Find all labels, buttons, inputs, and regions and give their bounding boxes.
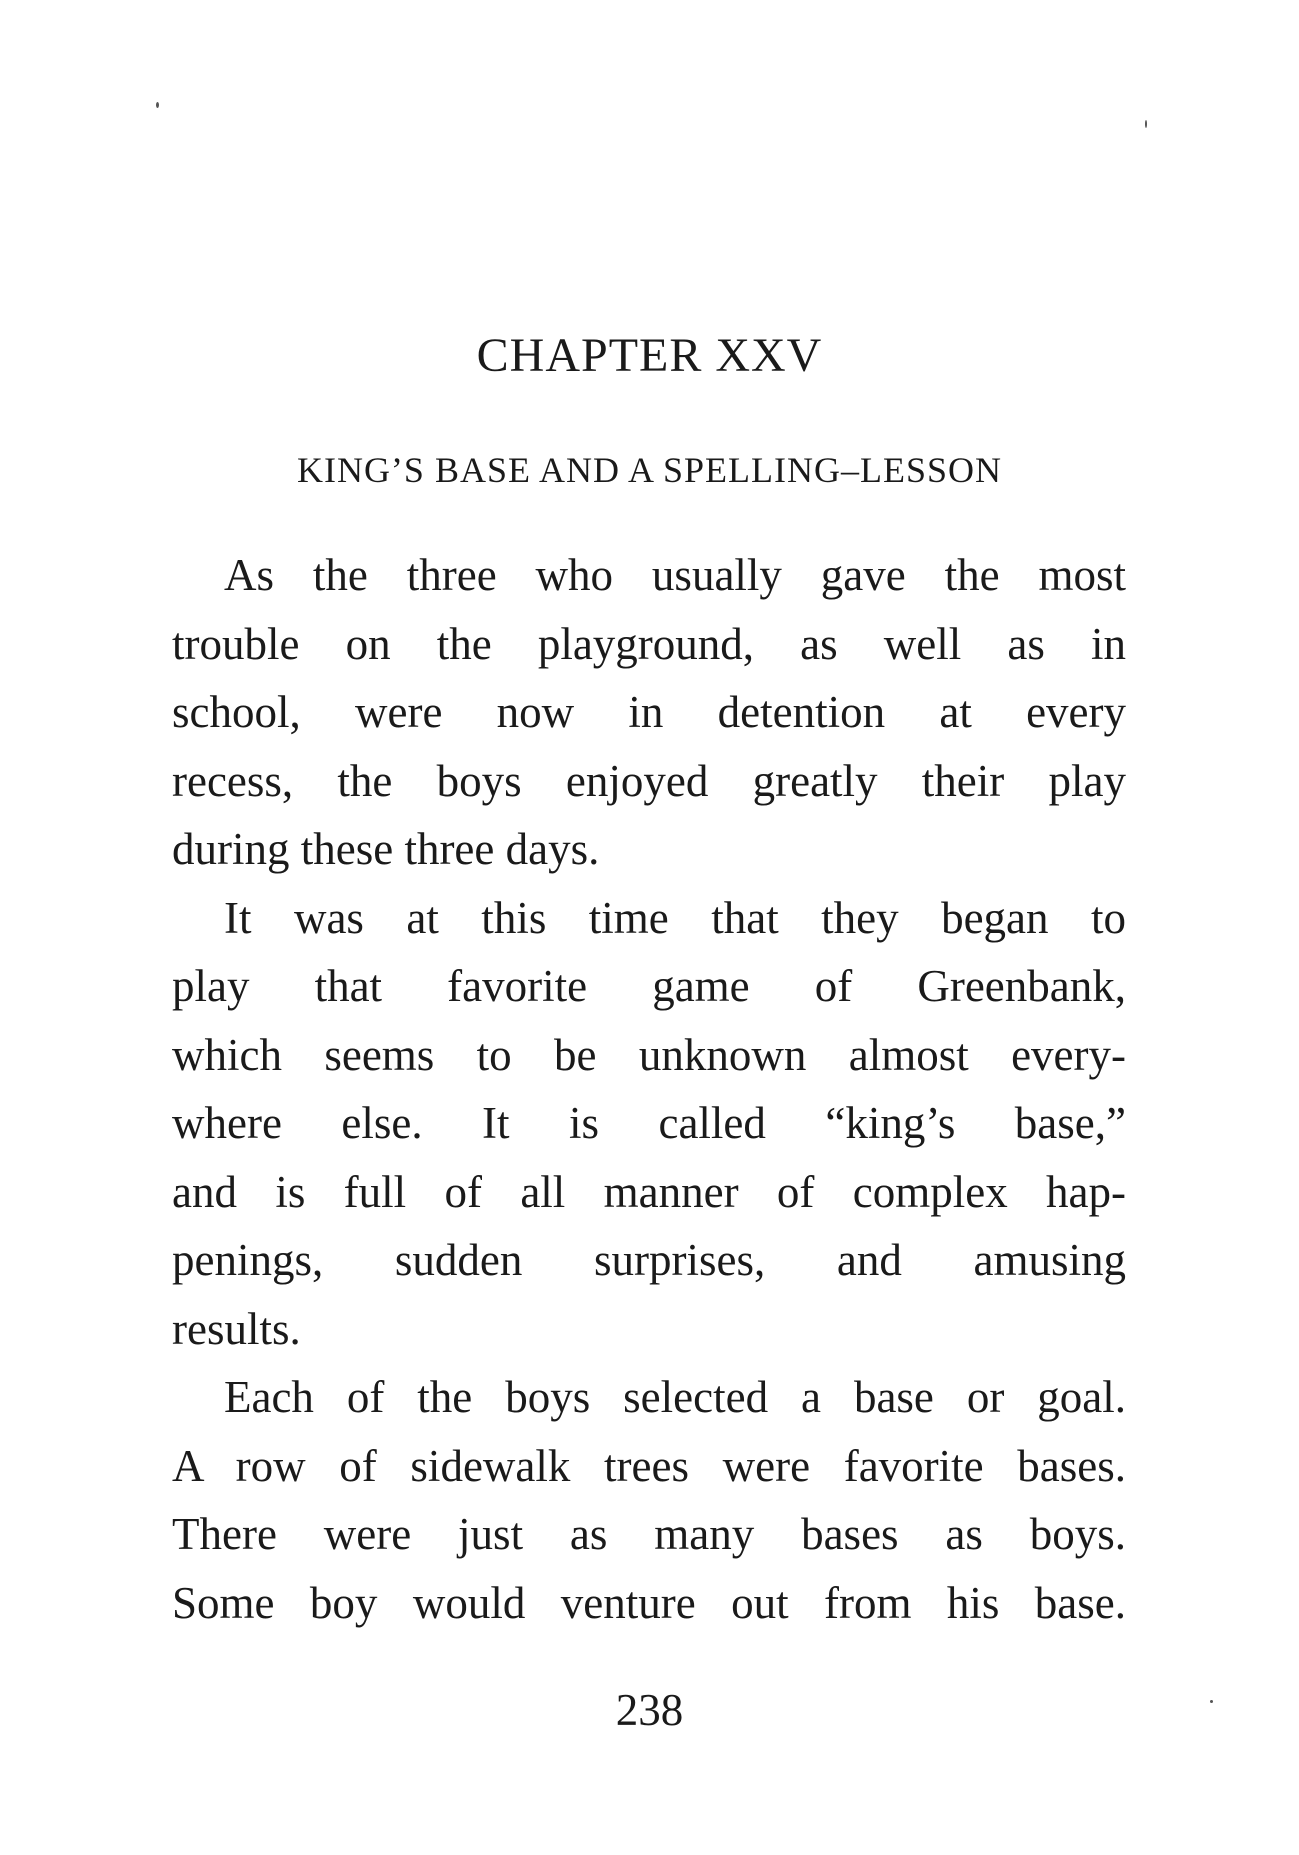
text-line: penings, sudden surprises, and amusing <box>172 1235 1126 1285</box>
scan-speck <box>156 102 159 108</box>
paragraph-3 <box>172 1363 1126 1637</box>
text-line: trouble on the playground, as well as in <box>172 618 1126 669</box>
text-line: recess, the boys enjoyed greatly their play <box>172 755 1126 806</box>
paragraph-1 <box>172 541 1126 884</box>
text-line: during these three days. <box>172 824 600 874</box>
text-line: Each of the boys selected a base or goal. <box>224 1372 1126 1422</box>
text-line: As the three who usually gave the most <box>224 550 1126 600</box>
text-line: A row of sidewalk trees were favorite bases. <box>172 1440 1126 1491</box>
text-line: There were just as many bases as boys. <box>172 1509 1126 1559</box>
body-text <box>172 541 1126 1637</box>
paragraph-2 <box>172 884 1126 1364</box>
text-line: results. <box>172 1303 301 1354</box>
page-number: 238 <box>615 1685 684 1735</box>
text-line: and is full of all manner of complex hap- <box>172 1166 1126 1217</box>
text-line: play that favorite game of Greenbank, <box>172 961 1126 1011</box>
text-line: where else. It is called “king’s base,” <box>172 1098 1126 1148</box>
chapter-title: CHAPTER XXV <box>476 329 823 382</box>
text-line: Some boy would venture out from his base. <box>172 1577 1126 1628</box>
chapter-subtitle: KING’S BASE AND A SPELLING–LESSON <box>296 450 1003 490</box>
text-line: It was at this time that they began to <box>224 892 1126 943</box>
scan-speck <box>1145 120 1147 128</box>
text-line: which seems to be unknown almost every- <box>172 1029 1126 1080</box>
text-line: school, were now in detention at every <box>172 687 1126 737</box>
